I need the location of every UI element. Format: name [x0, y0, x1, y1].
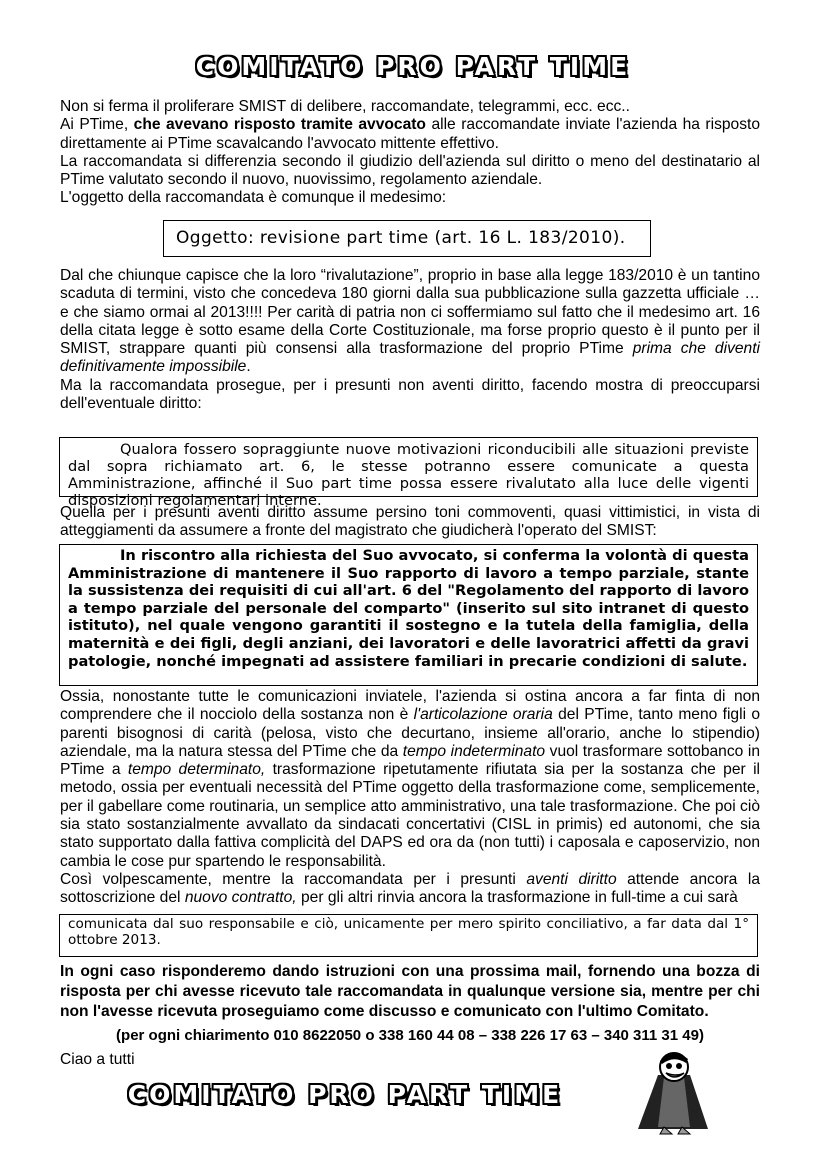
quoted-text: In riscontro alla richiesta del Suo avvocato, si conferma la volontà di questa Amministrazione di mantenere il Suo rapporto di lavoro a tempo parziale, stante la sussistenza dei requisiti di cui all'art. 6 del "Regolamento del rapporto di lavoro a tempo parziale del personale del comparto" (inserito sul sito intranet di questo istituto), nel quale vengono garantiti il sostegno e la tutela della famiglia, della maternità e dei figli, degli anziani, dei lavoratori e delle lavoratrici affetti da gravi patologie, nonché impegnati ad assistere familiari in precarie condizioni di salute.: [68, 547, 749, 670]
paragraph: L'oggetto della raccomandata è comunque il medesimo:: [60, 189, 447, 207]
paragraph: La raccomandata si differenzia secondo il giudizio dell'azienda sul diritto o meno del destinatario al PTime valutato secondo il nuovo, nuovissimo, regolamento aziendale.: [60, 152, 760, 189]
paragraph: Dal che chiunque capisce che la loro “rivalutazione”, proprio in base alla legge 183/2010 è un tantino scaduta di termini, visto che concedeva 180 giorni dalla sua pubblicazione sulla gazzetta ufficiale … e che siamo ormai al 2013!!!! Per carità di patria non ci soffermiamo sul fatto che il medesimo art. 16 della citata legge è sotto esame della Corte Costituzionale, ma forse proprio questo è il punto per il SMIST, strappare quanti più consensi alla trasformazione del proprio PTime prima che diventi definitivamente impossibile.: [60, 267, 761, 376]
quoted-letter-excerpt: [59, 544, 758, 686]
closing-statement: In ogni caso risponderemo dando istruzioni con una prossima mail, fornendo una bozza di risposta per chi avesse ricevuto tale raccomandata in qualunque versione sia, mentre per chi non l'avesse ricevuta proseguiamo come discusso e comunicato con l'ultimo Comitato.: [60, 963, 760, 1020]
paragraph: Ma la raccomandata prosegue, per i presunti non aventi diritto, facendo mostra di preoccuparsi dell'eventuale diritto:: [60, 376, 760, 413]
page-title: COMITATO PRO PART TIME: [195, 52, 631, 81]
quoted-subject-box: [163, 220, 651, 257]
quoted-letter-excerpt: [59, 914, 758, 957]
paragraph: Così volpescamente, mentre la raccomandata per i presunti aventi diritto attende ancora la sottoscrizione del nuovo contratto, per gli altri rinvia ancora la trasformazione in full-time a cui sarà: [60, 870, 761, 907]
greeting: Ciao a tutti: [60, 1051, 135, 1068]
paragraph: Ossia, nonostante tutte le comunicazioni inviatele, l'azienda si ostina ancora a far finta di non comprendere che il nocciolo della sostanza non è l'articolazione oraria del PTime, tanto meno figli o parenti bisognosi di carità (pelosa, visto che decurtano, insieme all'orario, anche lo stipendio) aziendale, ma la natura stessa del PTime che da tempo indeterminato vuol trasformare sottobanco in PTime a tempo determinato, trasformazione ripetutamente rifiutata sia per la sostanza che per il metodo, ossia per eventuali necessità del PTime oggetto della trasformazione come, semplicemente, per il gabellare come routinaria, un semplice atto amministrativo, una tale trasformazione. Che poi ciò sia stato sostanzialmente avvallato da sindacati concertativi (CISL in primis) ed autonomi, che sia stato supportato dalla fattiva complicità del DAPS ed ora da (non tutti) i caposala e caposervizio, non cambia le cose pur spartendo le responsabilità.: [60, 688, 761, 870]
contact-numbers: (per ogni chiarimento 010 8622050 o 338 160 44 08 – 338 226 17 63 – 340 311 31 49): [116, 1027, 704, 1044]
intro-text: [60, 98, 760, 208]
paragraph: Ai PTime, che avevano risposto tramite avvocato alle raccomandate inviate l'azienda ha risposto direttamente ai PTime scavalcando l'avvocato mittente effettivo.: [60, 116, 761, 152]
footer-title: COMITATO PRO PART TIME: [127, 1080, 563, 1109]
quoted-text: Oggetto: revisione part time (art. 16 L. 183/2010).: [176, 228, 626, 248]
quoted-text: comunicata dal suo responsabile e ciò, unicamente per mero spirito conciliativo, a far data dal 1° ottobre 2013.: [68, 916, 749, 948]
analysis-text: [60, 267, 760, 413]
caped-duck-mascot-icon: [628, 1047, 718, 1137]
paragraph: Quella per i presunti aventi diritto assume persino toni commoventi, quasi vittimistici, in vista di atteggiamenti da assumere a fronte del magistrato che giudicherà l'operato del SMIST:: [60, 504, 760, 540]
transition-text: [60, 504, 760, 541]
paragraph: Non si ferma il proliferare SMIST di delibere, raccomandate, telegrammi, ecc. ecc..: [60, 98, 630, 115]
quoted-text: Qualora fossero sopraggiunte nuove motivazioni riconducibili alle situazioni previste dal sopra richiamato art. 6, le stesse potranno essere comunicate a questa Amministrazione, affinché il Suo part time possa essere rivalutato alla luce delle vigenti disposizioni regolamentari interne.: [68, 441, 749, 509]
quoted-letter-excerpt: [59, 437, 758, 509]
conclusion-text: [60, 688, 760, 908]
